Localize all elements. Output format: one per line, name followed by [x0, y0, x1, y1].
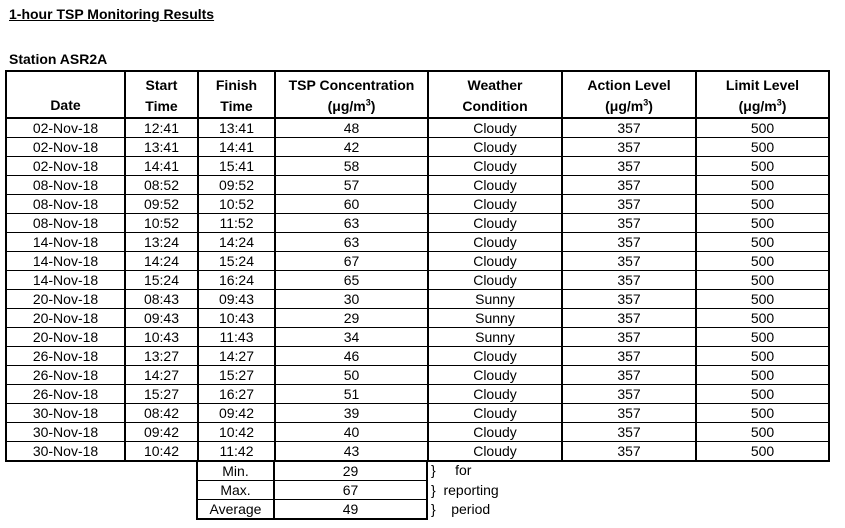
cell-finish: 10:43 — [198, 309, 275, 328]
cell-date: 08-Nov-18 — [6, 195, 125, 214]
cell-weather: Cloudy — [428, 214, 562, 233]
table-row — [6, 404, 829, 423]
cell-finish: 16:27 — [198, 385, 275, 404]
header-weather-condition: Weather Condition — [428, 71, 562, 118]
cell-date: 20-Nov-18 — [6, 328, 125, 347]
cell-limit: 500 — [696, 214, 829, 233]
cell-finish: 14:41 — [198, 138, 275, 157]
cell-tsp: 34 — [275, 328, 428, 347]
cell-tsp: 57 — [275, 176, 428, 195]
cell-weather: Cloudy — [428, 442, 562, 462]
cell-weather: Cloudy — [428, 271, 562, 290]
cell-limit: 500 — [696, 157, 829, 176]
table-row — [6, 271, 829, 290]
cell-finish: 09:52 — [198, 176, 275, 195]
cell-limit: 500 — [696, 404, 829, 423]
cell-weather: Cloudy — [428, 366, 562, 385]
cell-action: 357 — [562, 271, 696, 290]
cell-weather: Cloudy — [428, 176, 562, 195]
table-row — [6, 176, 829, 195]
cell-tsp: 51 — [275, 385, 428, 404]
cell-date: 30-Nov-18 — [6, 442, 125, 462]
cell-action: 357 — [562, 176, 696, 195]
cell-start: 09:43 — [125, 309, 198, 328]
cell-start: 12:41 — [125, 118, 198, 138]
cell-action: 357 — [562, 404, 696, 423]
cell-finish: 11:52 — [198, 214, 275, 233]
results-table — [5, 70, 830, 462]
table-row — [6, 138, 829, 157]
cell-date: 02-Nov-18 — [6, 157, 125, 176]
cell-limit: 500 — [696, 176, 829, 195]
cell-weather: Cloudy — [428, 157, 562, 176]
cell-start: 08:42 — [125, 404, 198, 423]
reporting-period-note: } reporting — [431, 482, 499, 498]
cell-start: 13:24 — [125, 233, 198, 252]
cell-date: 20-Nov-18 — [6, 309, 125, 328]
station-label: Station ASR2A — [9, 51, 108, 67]
cell-date: 14-Nov-18 — [6, 271, 125, 290]
cell-start: 15:24 — [125, 271, 198, 290]
summary-row — [197, 500, 427, 520]
summary-label: Max. — [197, 481, 274, 500]
cell-finish: 15:24 — [198, 252, 275, 271]
cell-action: 357 — [562, 214, 696, 233]
cell-limit: 500 — [696, 290, 829, 309]
cell-tsp: 50 — [275, 366, 428, 385]
cell-weather: Sunny — [428, 290, 562, 309]
cell-date: 08-Nov-18 — [6, 176, 125, 195]
cell-date: 26-Nov-18 — [6, 347, 125, 366]
table-row — [6, 233, 829, 252]
header-limit-level: Limit Level $(\mu g/m^3)$ — [696, 71, 829, 118]
table-header-row — [6, 71, 829, 118]
cell-start: 14:41 — [125, 157, 198, 176]
cell-date: 20-Nov-18 — [6, 290, 125, 309]
table-row — [6, 214, 829, 233]
cell-limit: 500 — [696, 309, 829, 328]
cell-action: 357 — [562, 423, 696, 442]
table-row — [6, 385, 829, 404]
cell-weather: Cloudy — [428, 138, 562, 157]
summary-label: Min. — [197, 461, 274, 481]
cell-finish: 13:41 — [198, 118, 275, 138]
cell-start: 13:41 — [125, 138, 198, 157]
cell-limit: 500 — [696, 328, 829, 347]
cell-limit: 500 — [696, 385, 829, 404]
cell-action: 357 — [562, 252, 696, 271]
cell-start: 14:24 — [125, 252, 198, 271]
cell-limit: 500 — [696, 423, 829, 442]
cell-start: 13:27 — [125, 347, 198, 366]
cell-action: 357 — [562, 328, 696, 347]
cell-date: 30-Nov-18 — [6, 423, 125, 442]
cell-tsp: 67 — [275, 252, 428, 271]
header-date: Date — [6, 71, 125, 118]
table-row — [6, 252, 829, 271]
cell-limit: 500 — [696, 366, 829, 385]
cell-weather: Sunny — [428, 328, 562, 347]
cell-weather: Cloudy — [428, 347, 562, 366]
summary-value: 67 — [274, 481, 427, 500]
cell-limit: 500 — [696, 195, 829, 214]
cell-action: 357 — [562, 157, 696, 176]
cell-action: 357 — [562, 366, 696, 385]
reporting-period-note: } for — [431, 462, 472, 478]
cell-weather: Sunny — [428, 309, 562, 328]
summary-value: 29 — [274, 461, 427, 481]
cell-finish: 09:42 — [198, 404, 275, 423]
table-row — [6, 347, 829, 366]
cell-action: 357 — [562, 233, 696, 252]
table-row — [6, 118, 829, 138]
table-row — [6, 290, 829, 309]
cell-tsp: 65 — [275, 271, 428, 290]
cell-tsp: 48 — [275, 118, 428, 138]
cell-action: 357 — [562, 118, 696, 138]
cell-finish: 10:42 — [198, 423, 275, 442]
cell-limit: 500 — [696, 271, 829, 290]
cell-start: 10:43 — [125, 328, 198, 347]
cell-tsp: 58 — [275, 157, 428, 176]
cell-date: 26-Nov-18 — [6, 366, 125, 385]
cell-tsp: 39 — [275, 404, 428, 423]
cell-weather: Cloudy — [428, 252, 562, 271]
cell-tsp: 46 — [275, 347, 428, 366]
cell-tsp: 43 — [275, 442, 428, 462]
summary-label: Average — [197, 500, 274, 520]
cell-start: 15:27 — [125, 385, 198, 404]
cell-finish: 16:24 — [198, 271, 275, 290]
cell-start: 14:27 — [125, 366, 198, 385]
summary-table — [196, 460, 428, 520]
cell-finish: 14:27 — [198, 347, 275, 366]
table-row — [6, 423, 829, 442]
cell-tsp: 60 — [275, 195, 428, 214]
cell-date: 14-Nov-18 — [6, 252, 125, 271]
table-row — [6, 442, 829, 462]
cell-finish: 09:43 — [198, 290, 275, 309]
cell-tsp: 63 — [275, 214, 428, 233]
header-tsp-concentration: TSP Concentration $(\mu g/m^3)$ — [275, 71, 428, 118]
cell-weather: Cloudy — [428, 385, 562, 404]
header-action-level: Action Level $(\mu g/m^3)$ — [562, 71, 696, 118]
cell-weather: Cloudy — [428, 404, 562, 423]
cell-limit: 500 — [696, 118, 829, 138]
cell-finish: 11:43 — [198, 328, 275, 347]
cell-weather: Cloudy — [428, 118, 562, 138]
reporting-period-note: } period — [431, 501, 491, 517]
cell-finish: 10:52 — [198, 195, 275, 214]
cell-action: 357 — [562, 195, 696, 214]
cell-limit: 500 — [696, 442, 829, 462]
cell-start: 08:52 — [125, 176, 198, 195]
cell-action: 357 — [562, 442, 696, 462]
cell-tsp: 29 — [275, 309, 428, 328]
cell-action: 357 — [562, 138, 696, 157]
header-finish-time: Finish Time — [198, 71, 275, 118]
cell-start: 09:42 — [125, 423, 198, 442]
cell-date: 02-Nov-18 — [6, 118, 125, 138]
cell-weather: Cloudy — [428, 233, 562, 252]
cell-start: 08:43 — [125, 290, 198, 309]
cell-limit: 500 — [696, 233, 829, 252]
summary-row — [197, 481, 427, 500]
cell-action: 357 — [562, 290, 696, 309]
cell-action: 357 — [562, 347, 696, 366]
table-row — [6, 328, 829, 347]
cell-action: 357 — [562, 309, 696, 328]
cell-tsp: 40 — [275, 423, 428, 442]
cell-finish: 15:41 — [198, 157, 275, 176]
cell-tsp: 42 — [275, 138, 428, 157]
cell-tsp: 30 — [275, 290, 428, 309]
table-row — [6, 195, 829, 214]
cell-limit: 500 — [696, 138, 829, 157]
summary-row — [197, 461, 427, 481]
cell-date: 26-Nov-18 — [6, 385, 125, 404]
report-title: 1-hour TSP Monitoring Results — [9, 6, 215, 22]
cell-start: 10:42 — [125, 442, 198, 462]
cell-finish: 11:42 — [198, 442, 275, 462]
cell-date: 14-Nov-18 — [6, 233, 125, 252]
summary-value: 49 — [274, 500, 427, 520]
cell-weather: Cloudy — [428, 195, 562, 214]
cell-start: 10:52 — [125, 214, 198, 233]
cell-weather: Cloudy — [428, 423, 562, 442]
cell-date: 08-Nov-18 — [6, 214, 125, 233]
table-row — [6, 157, 829, 176]
cell-date: 30-Nov-18 — [6, 404, 125, 423]
cell-action: 357 — [562, 385, 696, 404]
cell-finish: 15:27 — [198, 366, 275, 385]
cell-finish: 14:24 — [198, 233, 275, 252]
cell-limit: 500 — [696, 252, 829, 271]
header-start-time: Start Time — [125, 71, 198, 118]
table-row — [6, 366, 829, 385]
cell-tsp: 63 — [275, 233, 428, 252]
table-row — [6, 309, 829, 328]
cell-start: 09:52 — [125, 195, 198, 214]
cell-limit: 500 — [696, 347, 829, 366]
cell-date: 02-Nov-18 — [6, 138, 125, 157]
